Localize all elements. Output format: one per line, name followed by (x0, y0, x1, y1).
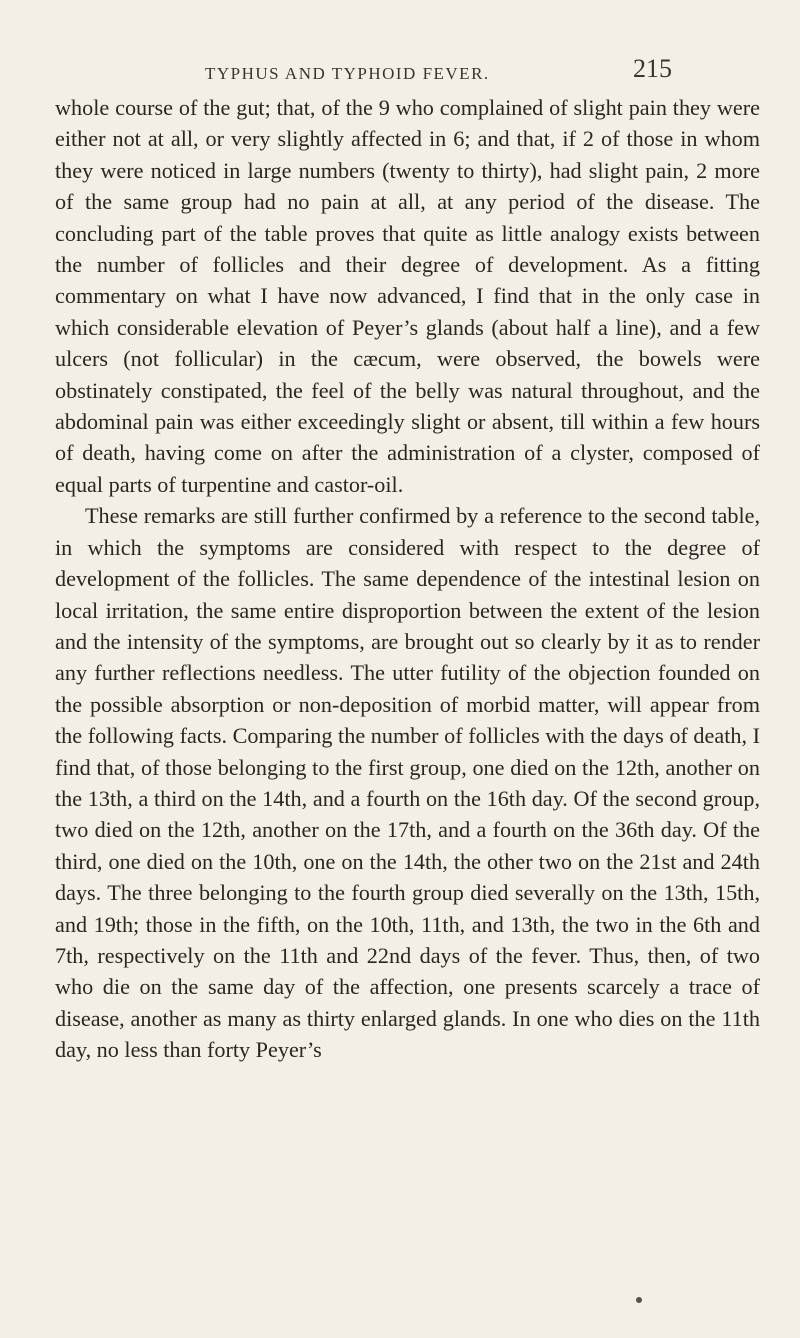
body-text (55, 92, 760, 1066)
print-speck (636, 1297, 642, 1303)
running-head (55, 52, 760, 86)
running-title: TYPHUS AND TYPHOID FEVER. (205, 64, 490, 83)
page-number: 215 (633, 54, 672, 83)
paragraph-second-table: These remarks are still further confirmed by a reference to the second table, in which the symptoms are considered with respect to the degree of development of the follicles. The same dependence of the intestinal lesion on local irritation, the same entire disproportion between the extent of the lesion and the intensity of the symptoms, are brought out so clearly by it as to render any further reflections needless. The utter futility of the objection founded on the possible absorption or non-deposition of morbid matter, will appear from the following facts. Comparing the number of follicles with the days of death, I find that, of those belonging to the first group, one died on the 12th, another on the 13th, a third on the 14th, and a fourth on the 16th day. Of the second group, two died on the 12th, another on the 17th, and a fourth on the 36th day. Of the third, one died on the 10th, one on the 14th, the other two on the 21st and 24th days. The three belonging to the fourth group died severally on the 13th, 15th, and 19th; those in the fifth, on the 10th, 11th, and 13th, the two in the 6th and 7th, respectively on the 11th and 22nd days of the fever. Thus, then, of two who die on the same day of the affection, one presents scarcely a trace of disease, another as many as thirty enlarged glands. In one who dies on the 11th day, no less than forty Peyer’s (55, 503, 760, 1063)
paragraph-continuation: whole course of the gut; that, of the 9 who complained of slight pain they were either not at all, or very slightly affected in 6; and that, if 2 of those in whom they were noticed in large numbers (twenty to thirty), had slight pain, 2 more of the same group had no pain at all, at any period of the disease. The concluding part of the table proves that quite as little analogy exists between the number of follicles and their degree of development. As a fitting commentary on what I have now advanced, I find that in the only case in which considerable elevation of Peyer’s glands (about half a line), and a few ulcers (not follicular) in the cæcum, were observed, the bowels were obstinately constipated, the feel of the belly was natural throughout, and the abdominal pain was either exceedingly slight or absent, till within a few hours of death, having come on after the administration of a clyster, composed of equal parts of turpentine and castor-oil. (55, 95, 760, 497)
